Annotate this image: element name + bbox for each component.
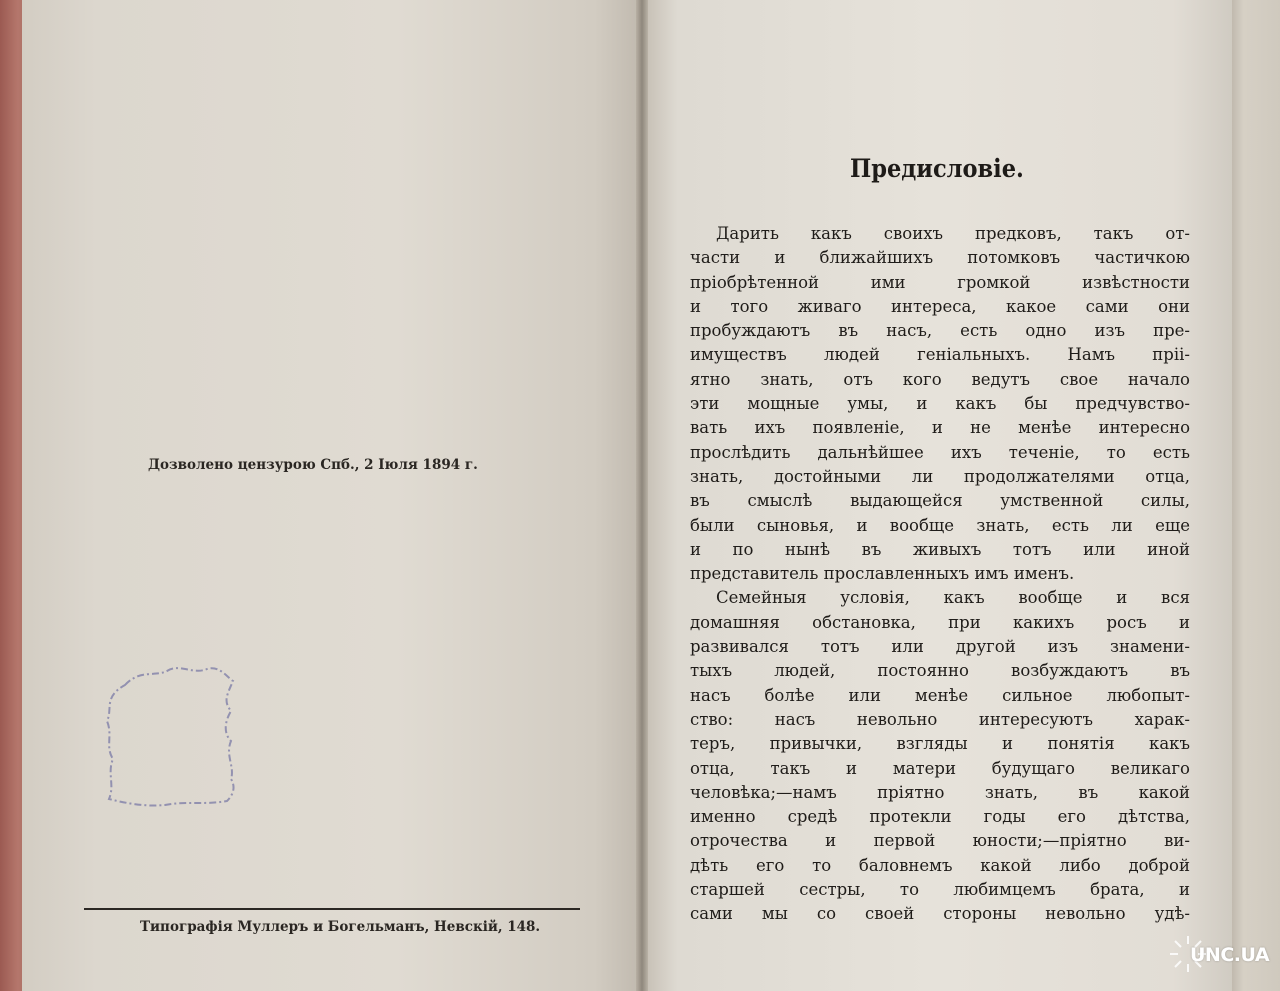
text-line: пріобрѣтенной ими громкой извѣстности (690, 272, 1190, 292)
imprint-divider (84, 908, 580, 910)
preface-text (690, 222, 1190, 927)
text-line: и по нынѣ въ живыхъ тотъ или иной (690, 539, 1190, 559)
text-line: именно средѣ протекли годы его дѣтства, (690, 807, 1190, 827)
text-line: имуществъ людей геніальныхъ. Намъ пріі- (690, 345, 1190, 365)
text-line: человѣка;—намъ пріятно знать, въ какой (690, 782, 1190, 802)
text-line: тыхъ людей, постоянно возбуждаютъ въ (690, 661, 1190, 681)
text-line: представитель прославленныхъ имъ именъ. (690, 564, 1075, 584)
text-line: части и ближайшихъ потомковъ частичкою (690, 248, 1190, 268)
text-line: теръ, привычки, взгляды и понятія какъ (690, 734, 1190, 754)
text-line: Семейныя условія, какъ вообще и вся (716, 588, 1190, 608)
text-line: знать, достойными ли продолжателями отца, (690, 466, 1190, 486)
text-line: насъ болѣе или менѣе сильное любопыт- (690, 685, 1190, 705)
text-line: домашняя обстановка, при какихъ росъ и (690, 612, 1190, 632)
text-line: прослѣдить дальнѣйшее ихъ теченіе, то есть (690, 442, 1190, 462)
site-watermark (1166, 930, 1276, 982)
book-gutter (636, 0, 648, 991)
text-line: въ смыслѣ выдающейся умственной силы, (690, 491, 1190, 511)
left-page (22, 0, 644, 991)
text-line: ство: насъ невольно интересуютъ харак- (690, 709, 1190, 729)
censor-approval-note: Дозволено цензурою Спб., 2 Іюля 1894 г. (148, 457, 478, 473)
text-line: сами мы со своей стороны невольно удѣ- (690, 904, 1190, 924)
text-line: были сыновья, и вообще знать, есть ли еще (690, 515, 1190, 535)
text-line: пробуждаютъ въ насъ, есть одно изъ пре- (690, 321, 1190, 341)
text-line: Дарить какъ своихъ предковъ, такъ от- (716, 224, 1190, 243)
text-line: дѣть его то баловнемъ какой либо доброй (690, 855, 1190, 875)
library-stamp-icon (95, 655, 250, 815)
text-line: ятно знать, отъ кого ведутъ свое начало (690, 369, 1190, 389)
printer-imprint: Типографія Муллеръ и Богельманъ, Невскій, 148. (140, 919, 541, 935)
page-title: Предисловіе. (850, 154, 1024, 183)
text-line: отца, такъ и матери будущаго великаго (690, 758, 1190, 778)
text-line: старшей сестры, то любимцемъ брата, и (690, 880, 1190, 900)
text-line: вать ихъ появленіе, и не менѣе интересно (690, 418, 1190, 438)
text-line: развивался тотъ или другой изъ знамени- (690, 637, 1190, 657)
text-line: эти мощные умы, и какъ бы предчувство- (690, 394, 1190, 414)
text-line: и того живаго интереса, какое сами они (690, 296, 1190, 316)
underlying-pages-edge (1228, 0, 1280, 991)
watermark-text: UNC.UA (1190, 944, 1270, 966)
text-line: отрочества и первой юности;—пріятно ви- (690, 831, 1190, 851)
